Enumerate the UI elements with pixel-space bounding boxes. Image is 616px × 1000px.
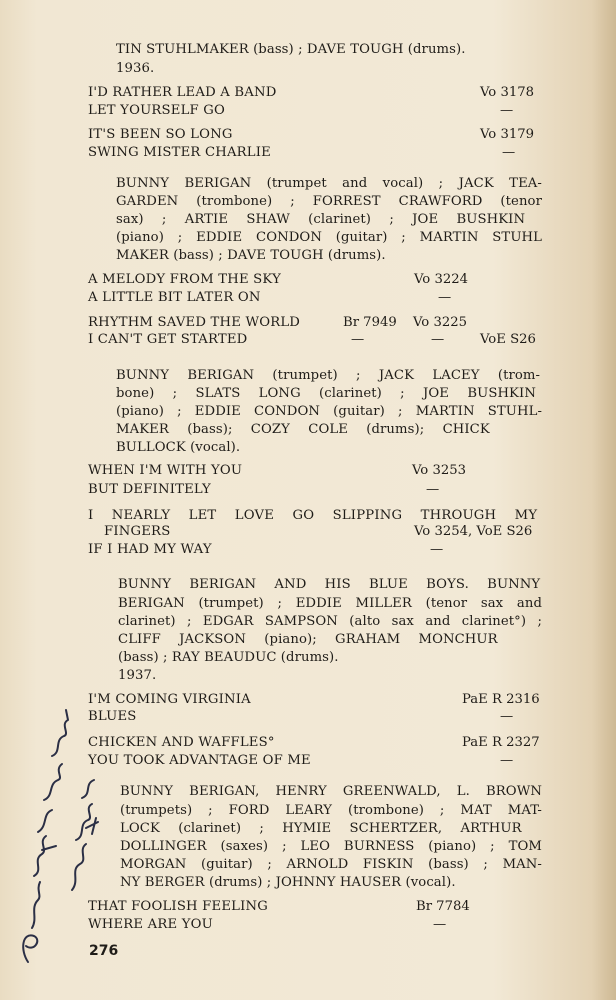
song-title: I'M COMING VIRGINIA bbox=[88, 692, 251, 707]
song-title-line bbox=[0, 126, 616, 144]
personnel-text: (trumpets) ; FORD LEARY (trombone) ; MAT MAT- bbox=[120, 803, 542, 818]
song-title-line bbox=[0, 271, 616, 289]
song-title: YOU TOOK ADVANTAGE OF ME bbox=[88, 753, 311, 768]
personnel-line bbox=[0, 175, 616, 193]
personnel-line bbox=[0, 613, 616, 631]
song-title: IT'S BEEN SO LONG bbox=[88, 127, 233, 142]
record-catalog-number: PaE R 2327 bbox=[462, 735, 540, 750]
handwritten-signature bbox=[8, 700, 118, 980]
personnel-text: BUNNY BERIGAN AND HIS BLUE BOYS. BUNNY bbox=[118, 577, 541, 592]
personnel-text: (piano) ; EDDIE CONDON (guitar) ; MARTIN STUHL- bbox=[116, 404, 542, 419]
record-catalog-number: — bbox=[438, 290, 452, 305]
personnel-line bbox=[0, 385, 616, 403]
record-catalog-number: VoE S26 bbox=[480, 332, 536, 347]
record-catalog-number: Br 7949 bbox=[343, 315, 397, 330]
personnel-text: BUNNY BERIGAN, HENRY GREENWALD, L. BROWN bbox=[120, 784, 542, 799]
personnel-text: (piano) ; EDDIE CONDON (guitar) ; MARTIN STUHL bbox=[116, 230, 542, 245]
page-number: 276 bbox=[89, 943, 119, 959]
personnel-line bbox=[0, 367, 616, 385]
song-title-line bbox=[0, 289, 616, 307]
personnel-text: BUNNY BERIGAN (trumpet) ; JACK LACEY (trom- bbox=[116, 368, 541, 383]
record-catalog-number: — bbox=[351, 332, 365, 347]
personnel-text: bone) ; SLATS LONG (clarinet) ; JOE BUSHKIN bbox=[116, 386, 536, 401]
song-title: RHYTHM SAVED THE WORLD bbox=[88, 315, 301, 330]
personnel-text: clarinet) ; EDGAR SAMPSON (alto sax and clarinet°) ; bbox=[118, 614, 542, 629]
song-title: SWING MISTER CHARLIE bbox=[88, 145, 271, 160]
personnel-line bbox=[0, 41, 616, 59]
song-title: FINGERS bbox=[104, 524, 171, 539]
record-catalog-number: Vo 3224 bbox=[414, 272, 469, 287]
song-title: BUT DEFINITELY bbox=[88, 482, 211, 497]
song-title: I'D RATHER LEAD A BAND bbox=[88, 85, 277, 100]
personnel-line bbox=[0, 403, 616, 421]
personnel-text: BUNNY BERIGAN (trumpet and vocal) ; JACK TEA- bbox=[116, 176, 542, 191]
record-catalog-number: — bbox=[431, 332, 445, 347]
song-title-line bbox=[0, 331, 616, 349]
personnel-text: GARDEN (trombone) ; FORREST CRAWFORD (tenor bbox=[116, 194, 542, 209]
song-title: I NEARLY LET LOVE GO SLIPPING THROUGH MY bbox=[88, 508, 538, 523]
record-catalog-number: Vo 3254, VoE S26 bbox=[414, 524, 533, 539]
personnel-line bbox=[0, 229, 616, 247]
record-catalog-number: PaE R 2316 bbox=[462, 692, 540, 707]
personnel-text: 1936. bbox=[116, 61, 155, 76]
song-title-line bbox=[0, 102, 616, 120]
song-title-line bbox=[0, 523, 616, 541]
personnel-text: MAKER (bass) ; DAVE TOUGH (drums). bbox=[116, 248, 386, 263]
song-title: A MELODY FROM THE SKY bbox=[88, 272, 282, 287]
personnel-text: TIN STUHLMAKER (bass) ; DAVE TOUGH (drums). bbox=[116, 42, 466, 57]
song-title-line bbox=[0, 541, 616, 559]
song-title: IF I HAD MY WAY bbox=[88, 542, 212, 557]
record-catalog-number: — bbox=[426, 482, 440, 497]
record-catalog-number: Vo 3179 bbox=[480, 127, 535, 142]
song-title: I CAN'T GET STARTED bbox=[88, 332, 248, 347]
personnel-line bbox=[0, 60, 616, 78]
personnel-line bbox=[0, 631, 616, 649]
personnel-text: NY BERGER (drums) ; JOHNNY HAUSER (vocal). bbox=[120, 875, 456, 890]
song-title: CHICKEN AND WAFFLES° bbox=[88, 735, 275, 750]
record-catalog-number: — bbox=[433, 917, 447, 932]
personnel-text: 1937. bbox=[118, 668, 157, 683]
personnel-line bbox=[0, 576, 616, 594]
record-catalog-number: Vo 3253 bbox=[412, 463, 467, 478]
personnel-line bbox=[0, 439, 616, 457]
personnel-line bbox=[0, 649, 616, 667]
record-catalog-number: — bbox=[500, 709, 514, 724]
record-catalog-number: — bbox=[500, 753, 514, 768]
personnel-text: (bass) ; RAY BEAUDUC (drums). bbox=[118, 650, 339, 665]
song-title: LET YOURSELF GO bbox=[88, 103, 226, 118]
personnel-text: LOCK (clarinet) ; HYMIE SCHERTZER, ARTHUR bbox=[120, 821, 522, 836]
personnel-text: MAKER (bass); COZY COLE (drums); CHICK bbox=[116, 422, 490, 437]
record-catalog-number: — bbox=[500, 103, 514, 118]
record-catalog-number: Br 7784 bbox=[416, 899, 470, 914]
personnel-line bbox=[0, 211, 616, 229]
personnel-line bbox=[0, 193, 616, 211]
record-catalog-number: — bbox=[430, 542, 444, 557]
personnel-line bbox=[0, 595, 616, 613]
personnel-line bbox=[0, 667, 616, 685]
song-title: WHERE ARE YOU bbox=[88, 917, 213, 932]
record-catalog-number: — bbox=[502, 145, 516, 160]
song-title-line bbox=[0, 314, 616, 332]
personnel-text: sax) ; ARTIE SHAW (clarinet) ; JOE BUSHKIN bbox=[116, 212, 526, 227]
song-title: WHEN I'M WITH YOU bbox=[88, 463, 243, 478]
personnel-text: BULLOCK (vocal). bbox=[116, 440, 241, 455]
song-title: A LITTLE BIT LATER ON bbox=[88, 290, 261, 305]
personnel-text: CLIFF JACKSON (piano); GRAHAM MONCHUR bbox=[118, 632, 498, 647]
song-title-line bbox=[0, 84, 616, 102]
song-title: BLUES bbox=[88, 709, 137, 724]
personnel-line bbox=[0, 421, 616, 439]
song-title: THAT FOOLISH FEELING bbox=[88, 899, 268, 914]
personnel-text: MORGAN (guitar) ; ARNOLD FISKIN (bass) ; MAN- bbox=[120, 857, 542, 872]
song-title-line bbox=[0, 481, 616, 499]
personnel-text: DOLLINGER (saxes) ; LEO BURNESS (piano) ; TOM bbox=[120, 839, 542, 854]
song-title-line bbox=[0, 144, 616, 162]
personnel-text: BERIGAN (trumpet) ; EDDIE MILLER (tenor sax and bbox=[118, 596, 542, 611]
record-catalog-number: Vo 3178 bbox=[480, 85, 535, 100]
record-catalog-number: Vo 3225 bbox=[413, 315, 468, 330]
song-title-line bbox=[0, 462, 616, 480]
personnel-line bbox=[0, 247, 616, 265]
